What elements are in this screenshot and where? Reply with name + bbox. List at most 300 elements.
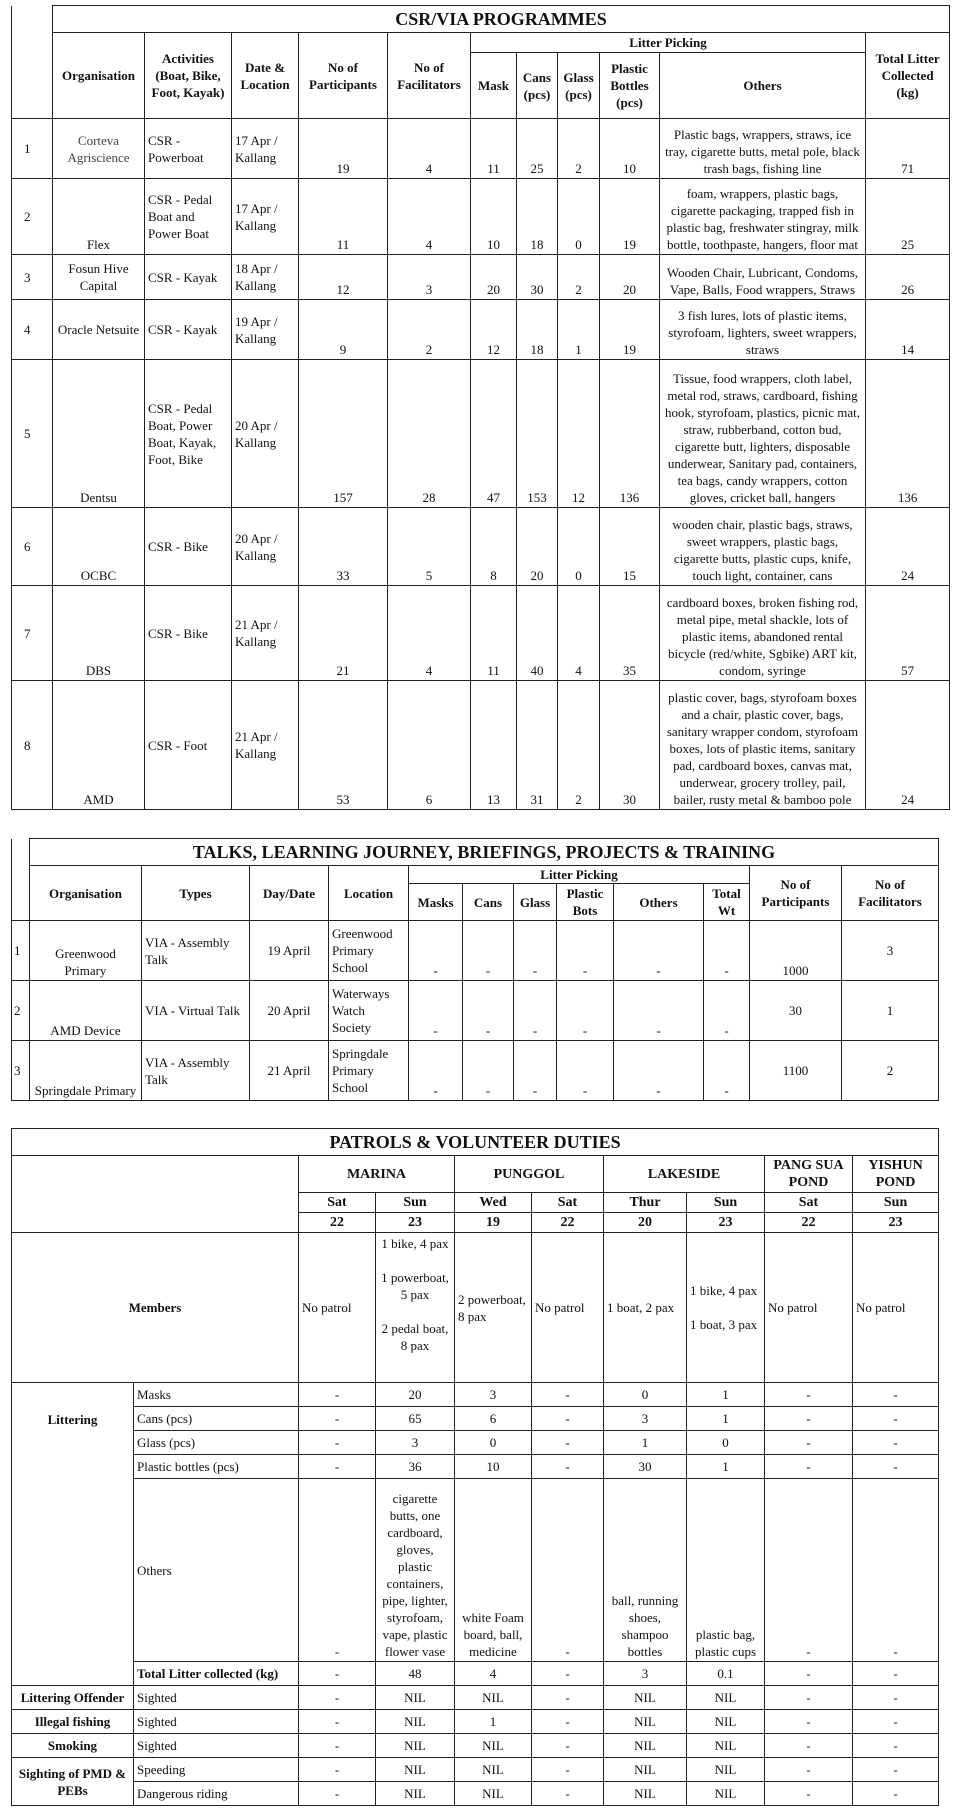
mask-cell: 12	[471, 300, 517, 360]
organisation-cell: Greenwood Primary	[30, 921, 142, 981]
col-types: Types	[142, 866, 250, 921]
col-participants: No of Participants	[750, 866, 842, 921]
participants-cell: 11	[299, 179, 388, 255]
total-value: 48	[376, 1662, 455, 1686]
facilitators-cell: 3	[842, 921, 939, 981]
masks-cell: -	[409, 1041, 463, 1101]
total-row	[12, 1662, 939, 1686]
type-cell: VIA - Assembly Talk	[142, 1041, 250, 1101]
row-number: 2	[12, 179, 53, 255]
col-day-date: Day/Date	[250, 866, 329, 921]
littering-value: -	[532, 1407, 604, 1431]
littering-item-label: Cans (pcs)	[134, 1407, 299, 1431]
activity-cell: CSR - Kayak	[145, 255, 232, 300]
mask-cell: 20	[471, 255, 517, 300]
csr-row	[12, 300, 950, 360]
location-header: PANG SUA POND	[765, 1156, 853, 1193]
col-plastic-bots: Plastic Bots	[557, 884, 614, 921]
littering-row	[12, 1455, 939, 1479]
pmd-value: NIL	[604, 1782, 687, 1806]
activity-cell: CSR - Bike	[145, 586, 232, 681]
others-cell: -	[614, 921, 704, 981]
pmd-value: -	[853, 1758, 939, 1782]
type-cell: VIA - Virtual Talk	[142, 981, 250, 1041]
date-cell: 22	[765, 1213, 853, 1233]
row-number: 5	[12, 360, 53, 508]
littering-value: -	[532, 1479, 604, 1662]
facilitators-cell: 4	[388, 119, 471, 179]
day-date-cell: 21 April	[250, 1041, 329, 1101]
organisation-cell: DBS	[53, 586, 145, 681]
total-value: -	[765, 1662, 853, 1686]
littering-item-label: Others	[134, 1479, 299, 1662]
littering-value: 3	[376, 1431, 455, 1455]
talk-row	[12, 981, 939, 1041]
littering-value: -	[299, 1407, 376, 1431]
facilitators-cell: 2	[842, 1041, 939, 1101]
total-value: 4	[455, 1662, 532, 1686]
offence-value: NIL	[604, 1734, 687, 1758]
organisation-cell: Fosun Hive Capital	[53, 255, 145, 300]
date-location-cell: 17 Apr / Kallang	[232, 179, 299, 255]
offence-value: -	[532, 1710, 604, 1734]
offence-label: Sighted	[134, 1710, 299, 1734]
members-cell: No patrol	[765, 1233, 853, 1383]
csr-row	[12, 508, 950, 586]
talks-table	[11, 838, 939, 1101]
row-number: 7	[12, 586, 53, 681]
day-date-cell: 20 April	[250, 981, 329, 1041]
date-location-cell: 20 Apr / Kallang	[232, 508, 299, 586]
participants-cell: 30	[750, 981, 842, 1041]
col-organisation: Organisation	[30, 866, 142, 921]
row-number: 4	[12, 300, 53, 360]
littering-value: -	[765, 1407, 853, 1431]
littering-value: 1	[687, 1407, 765, 1431]
littering-value: cigarette butts, one cardboard, gloves, plastic containers, pipe, lighter, styrofoam, vape, plastic flower vase	[376, 1479, 455, 1662]
offence-value: NIL	[687, 1686, 765, 1710]
participants-cell: 33	[299, 508, 388, 586]
col-facilitators: No of Facilitators	[842, 866, 939, 921]
csr-row	[12, 119, 950, 179]
location-header: LAKESIDE	[604, 1156, 765, 1193]
type-cell: VIA - Assembly Talk	[142, 921, 250, 981]
glass-cell: 2	[558, 255, 600, 300]
csr-table	[11, 5, 950, 810]
littering-item-label: Plastic bottles (pcs)	[134, 1455, 299, 1479]
location-header: MARINA	[299, 1156, 455, 1193]
facilitators-cell: 5	[388, 508, 471, 586]
row-number: 6	[12, 508, 53, 586]
day-cell: Sun	[376, 1193, 455, 1213]
offence-value: NIL	[455, 1734, 532, 1758]
littering-label: Littering	[12, 1383, 134, 1686]
mask-cell: 11	[471, 119, 517, 179]
plastic-bots-cell: -	[557, 921, 614, 981]
total-cell: 136	[866, 360, 950, 508]
pmd-label: Speeding	[134, 1758, 299, 1782]
offence-row	[12, 1734, 939, 1758]
col-masks: Masks	[409, 884, 463, 921]
glass-cell: 0	[558, 179, 600, 255]
col-participants: No of Participants	[299, 33, 388, 119]
facilitators-cell: 4	[388, 179, 471, 255]
pmd-value: -	[299, 1782, 376, 1806]
members-cell: 1 boat, 2 pax	[604, 1233, 687, 1383]
date-location-cell: 21 Apr / Kallang	[232, 586, 299, 681]
littering-value: -	[532, 1431, 604, 1455]
organisation-cell: Oracle Netsuite	[53, 300, 145, 360]
members-cell: 2 powerboat, 8 pax	[455, 1233, 532, 1383]
day-cell: Sun	[853, 1193, 939, 1213]
row-number: 2	[12, 981, 30, 1041]
others-cell: foam, wrappers, plastic bags, cigarette packaging, trapped fish in plastic bag, freshwater stingray, milk bottle, toothpaste, hangers, floor mat	[660, 179, 866, 255]
facilitators-cell: 3	[388, 255, 471, 300]
talks-title: TALKS, LEARNING JOURNEY, BRIEFINGS, PROJECTS & TRAINING	[30, 839, 939, 866]
activity-cell: CSR - Bike	[145, 508, 232, 586]
offence-value: -	[765, 1710, 853, 1734]
offence-value: -	[765, 1686, 853, 1710]
bottles-cell: 136	[600, 360, 660, 508]
total-value: 3	[604, 1662, 687, 1686]
col-location: Location	[329, 866, 409, 921]
offence-value: -	[765, 1734, 853, 1758]
offence-label: Sighted	[134, 1686, 299, 1710]
offence-value: -	[532, 1686, 604, 1710]
littering-item-label: Glass (pcs)	[134, 1431, 299, 1455]
offence-category: Littering Offender	[12, 1686, 134, 1710]
activity-cell: CSR - Pedal Boat, Power Boat, Kayak, Foot, Bike	[145, 360, 232, 508]
col-cans: Cans (pcs)	[517, 53, 558, 119]
corner-cell	[12, 33, 53, 119]
glass-cell: 1	[558, 300, 600, 360]
date-location-cell: 19 Apr / Kallang	[232, 300, 299, 360]
littering-item-label: Masks	[134, 1383, 299, 1407]
total-label: Total Litter collected (kg)	[134, 1662, 299, 1686]
organisation-cell: Flex	[53, 179, 145, 255]
col-total: Total Litter Collected (kg)	[866, 33, 950, 119]
littering-value: 30	[604, 1455, 687, 1479]
littering-value: 6	[455, 1407, 532, 1431]
littering-value: -	[765, 1431, 853, 1455]
littering-value: 0	[604, 1383, 687, 1407]
location-header: PUNGGOL	[455, 1156, 604, 1193]
cans-cell: 18	[517, 179, 558, 255]
talk-row	[12, 1041, 939, 1101]
others-cell: Wooden Chair, Lubricant, Condoms, Vape, Balls, Food wrappers, Straws	[660, 255, 866, 300]
total-cell: 24	[866, 681, 950, 810]
organisation-cell: Springdale Primary	[30, 1041, 142, 1101]
pmd-value: -	[765, 1758, 853, 1782]
csr-row	[12, 255, 950, 300]
pmd-value: NIL	[455, 1758, 532, 1782]
pmd-value: NIL	[687, 1782, 765, 1806]
pmd-value: NIL	[687, 1758, 765, 1782]
col-glass: Glass (pcs)	[558, 53, 600, 119]
littering-row	[12, 1383, 939, 1407]
pmd-value: -	[299, 1758, 376, 1782]
members-cell: No patrol	[853, 1233, 939, 1383]
littering-value: -	[765, 1455, 853, 1479]
participants-cell: 53	[299, 681, 388, 810]
facilitators-cell: 4	[388, 586, 471, 681]
cans-cell: 25	[517, 119, 558, 179]
participants-cell: 12	[299, 255, 388, 300]
glass-cell: 2	[558, 119, 600, 179]
littering-value: -	[853, 1479, 939, 1662]
offence-value: NIL	[687, 1734, 765, 1758]
cans-cell: 153	[517, 360, 558, 508]
others-cell: cardboard boxes, broken fishing rod, metal pipe, metal shackle, lots of plastic items, abandoned rental bicycle (red/white, Sgbike) ART kit, condom, syringe	[660, 586, 866, 681]
day-date-cell: 19 April	[250, 921, 329, 981]
facilitators-cell: 28	[388, 360, 471, 508]
others-cell: -	[614, 1041, 704, 1101]
littering-row	[12, 1479, 939, 1662]
offence-label: Sighted	[134, 1734, 299, 1758]
organisation-cell: AMD	[53, 681, 145, 810]
littering-value: 1	[687, 1383, 765, 1407]
pmd-row	[12, 1758, 939, 1782]
bottles-cell: 30	[600, 681, 660, 810]
glass-cell: -	[514, 1041, 557, 1101]
csr-row	[12, 360, 950, 508]
bottles-cell: 19	[600, 179, 660, 255]
members-cell: No patrol	[299, 1233, 376, 1383]
activity-cell: CSR - Pedal Boat and Power Boat	[145, 179, 232, 255]
offence-value: -	[299, 1686, 376, 1710]
others-cell: Plastic bags, wrappers, straws, ice tray, cigarette butts, metal pole, black trash bags, fishing line	[660, 119, 866, 179]
row-number: 3	[12, 255, 53, 300]
pmd-value: NIL	[376, 1758, 455, 1782]
litter-picking-header: Litter Picking	[409, 866, 750, 884]
offence-value: -	[853, 1734, 939, 1758]
day-cell: Sun	[687, 1193, 765, 1213]
csr-row	[12, 586, 950, 681]
total-wt-cell: -	[704, 981, 750, 1041]
offence-value: -	[853, 1710, 939, 1734]
bottles-cell: 15	[600, 508, 660, 586]
littering-value: 10	[455, 1455, 532, 1479]
littering-value: -	[532, 1455, 604, 1479]
row-number: 8	[12, 681, 53, 810]
offence-row	[12, 1710, 939, 1734]
litter-picking-header: Litter Picking	[471, 33, 866, 53]
littering-value: -	[853, 1383, 939, 1407]
littering-value: 3	[604, 1407, 687, 1431]
littering-value: -	[853, 1407, 939, 1431]
day-cell: Sat	[765, 1193, 853, 1213]
littering-value: 0	[455, 1431, 532, 1455]
littering-row	[12, 1407, 939, 1431]
organisation-cell: Corteva Agriscience	[53, 119, 145, 179]
talk-row	[12, 921, 939, 981]
facilitators-cell: 6	[388, 681, 471, 810]
littering-value: 3	[455, 1383, 532, 1407]
organisation-cell: AMD Device	[30, 981, 142, 1041]
location-header: YISHUN POND	[853, 1156, 939, 1193]
activity-cell: CSR - Kayak	[145, 300, 232, 360]
pmd-label: Dangerous riding	[134, 1782, 299, 1806]
pmd-value: -	[765, 1782, 853, 1806]
others-cell: Tissue, food wrappers, cloth label, metal rod, straws, cardboard, fishing hook, styrofoam, plastics, picnic mat, straw, rubberband, cotton bud, cigarette butt, lighters, disposable underwear, Sanitary pad, containers, tea bags, candy wrappers, cotton gloves, cricket ball, hangers	[660, 360, 866, 508]
location-cell: Springdale Primary School	[329, 1041, 409, 1101]
offence-value: NIL	[604, 1686, 687, 1710]
members-cell: No patrol	[532, 1233, 604, 1383]
col-total-wt: Total Wt	[704, 884, 750, 921]
participants-cell: 21	[299, 586, 388, 681]
offence-row	[12, 1686, 939, 1710]
cans-cell: 31	[517, 681, 558, 810]
littering-value: 65	[376, 1407, 455, 1431]
offence-value: NIL	[687, 1710, 765, 1734]
masks-cell: -	[409, 981, 463, 1041]
csr-row	[12, 179, 950, 255]
facilitators-cell: 2	[388, 300, 471, 360]
littering-value: -	[299, 1431, 376, 1455]
pmd-value: -	[532, 1782, 604, 1806]
bottles-cell: 20	[600, 255, 660, 300]
col-mask: Mask	[471, 53, 517, 119]
date-cell: 23	[376, 1213, 455, 1233]
littering-value: -	[299, 1383, 376, 1407]
littering-value: -	[853, 1431, 939, 1455]
participants-cell: 1000	[750, 921, 842, 981]
total-cell: 71	[866, 119, 950, 179]
offence-category: Illegal fishing	[12, 1710, 134, 1734]
col-date-location: Date & Location	[232, 33, 299, 119]
offence-value: NIL	[376, 1710, 455, 1734]
cans-cell: 20	[517, 508, 558, 586]
offence-value: NIL	[376, 1686, 455, 1710]
cans-cell: 18	[517, 300, 558, 360]
offence-value: NIL	[376, 1734, 455, 1758]
corner-cell	[12, 866, 30, 921]
date-location-cell: 21 Apr / Kallang	[232, 681, 299, 810]
mask-cell: 47	[471, 360, 517, 508]
plastic-bots-cell: -	[557, 981, 614, 1041]
mask-cell: 10	[471, 179, 517, 255]
glass-cell: -	[514, 981, 557, 1041]
patrols-table	[11, 1128, 939, 1806]
activity-cell: CSR - Powerboat	[145, 119, 232, 179]
pmd-value: NIL	[604, 1758, 687, 1782]
offence-value: -	[299, 1710, 376, 1734]
participants-cell: 9	[299, 300, 388, 360]
col-facilitators: No of Facilitators	[388, 33, 471, 119]
facilitators-cell: 1	[842, 981, 939, 1041]
date-cell: 20	[604, 1213, 687, 1233]
patrols-title: PATROLS & VOLUNTEER DUTIES	[12, 1129, 939, 1156]
total-value: 0.1	[687, 1662, 765, 1686]
littering-value: plastic bag, plastic cups	[687, 1479, 765, 1662]
row-number: 1	[12, 921, 30, 981]
pmd-row	[12, 1782, 939, 1806]
pmd-value: NIL	[455, 1782, 532, 1806]
littering-value: white Foam board, ball, medicine	[455, 1479, 532, 1662]
total-cell: 24	[866, 508, 950, 586]
littering-value: 1	[687, 1455, 765, 1479]
total-cell: 25	[866, 179, 950, 255]
total-value: -	[853, 1662, 939, 1686]
glass-cell: 0	[558, 508, 600, 586]
col-others: Others	[614, 884, 704, 921]
day-cell: Sat	[299, 1193, 376, 1213]
littering-value: -	[765, 1383, 853, 1407]
date-cell: 23	[687, 1213, 765, 1233]
csr-row	[12, 681, 950, 810]
activity-cell: CSR - Foot	[145, 681, 232, 810]
cans-cell: -	[463, 921, 514, 981]
day-cell: Sat	[532, 1193, 604, 1213]
members-cell: 1 bike, 4 pax 1 powerboat, 5 pax 2 pedal boat, 8 pax	[376, 1233, 455, 1383]
location-header-row	[12, 1156, 939, 1193]
total-cell: 14	[866, 300, 950, 360]
littering-value: -	[532, 1383, 604, 1407]
others-cell: 3 fish lures, lots of plastic items, styrofoam, lighters, sweet wrappers, straws	[660, 300, 866, 360]
glass-cell: 2	[558, 681, 600, 810]
offence-value: -	[299, 1734, 376, 1758]
littering-value: 1	[604, 1431, 687, 1455]
col-glass: Glass	[514, 884, 557, 921]
day-cell: Thur	[604, 1193, 687, 1213]
offence-category: Smoking	[12, 1734, 134, 1758]
organisation-cell: OCBC	[53, 508, 145, 586]
littering-row	[12, 1431, 939, 1455]
offence-value: NIL	[455, 1686, 532, 1710]
corner-cell	[12, 839, 30, 866]
total-value: -	[299, 1662, 376, 1686]
offence-value: 1	[455, 1710, 532, 1734]
masks-cell: -	[409, 921, 463, 981]
csr-title: CSR/VIA PROGRAMMES	[53, 6, 950, 33]
glass-cell: -	[514, 921, 557, 981]
date-location-cell: 17 Apr / Kallang	[232, 119, 299, 179]
offence-value: -	[532, 1734, 604, 1758]
glass-cell: 12	[558, 360, 600, 508]
corner-cell	[12, 1156, 299, 1233]
cans-cell: -	[463, 981, 514, 1041]
littering-value: ball, running shoes, shampoo bottles	[604, 1479, 687, 1662]
mask-cell: 11	[471, 586, 517, 681]
mask-cell: 8	[471, 508, 517, 586]
col-others: Others	[660, 53, 866, 119]
date-location-cell: 20 Apr / Kallang	[232, 360, 299, 508]
pmd-value: -	[532, 1758, 604, 1782]
cans-cell: 30	[517, 255, 558, 300]
participants-cell: 19	[299, 119, 388, 179]
participants-cell: 1100	[750, 1041, 842, 1101]
total-cell: 57	[866, 586, 950, 681]
bottles-cell: 19	[600, 300, 660, 360]
others-cell: -	[614, 981, 704, 1041]
members-label: Members	[12, 1233, 299, 1383]
members-row	[12, 1233, 939, 1383]
date-cell: 23	[853, 1213, 939, 1233]
glass-cell: 4	[558, 586, 600, 681]
corner-cell	[12, 6, 53, 33]
cans-cell: 40	[517, 586, 558, 681]
col-organisation: Organisation	[53, 33, 145, 119]
others-cell: wooden chair, plastic bags, straws, sweet wrappers, plastic bags, cigarette butts, plastic cups, knife, touch light, container, cans	[660, 508, 866, 586]
location-cell: Waterways Watch Society	[329, 981, 409, 1041]
pmd-value: NIL	[376, 1782, 455, 1806]
col-plastic-bottles: Plastic Bottles (pcs)	[600, 53, 660, 119]
location-cell: Greenwood Primary School	[329, 921, 409, 981]
bottles-cell: 10	[600, 119, 660, 179]
cans-cell: -	[463, 1041, 514, 1101]
participants-cell: 157	[299, 360, 388, 508]
littering-value: -	[765, 1479, 853, 1662]
